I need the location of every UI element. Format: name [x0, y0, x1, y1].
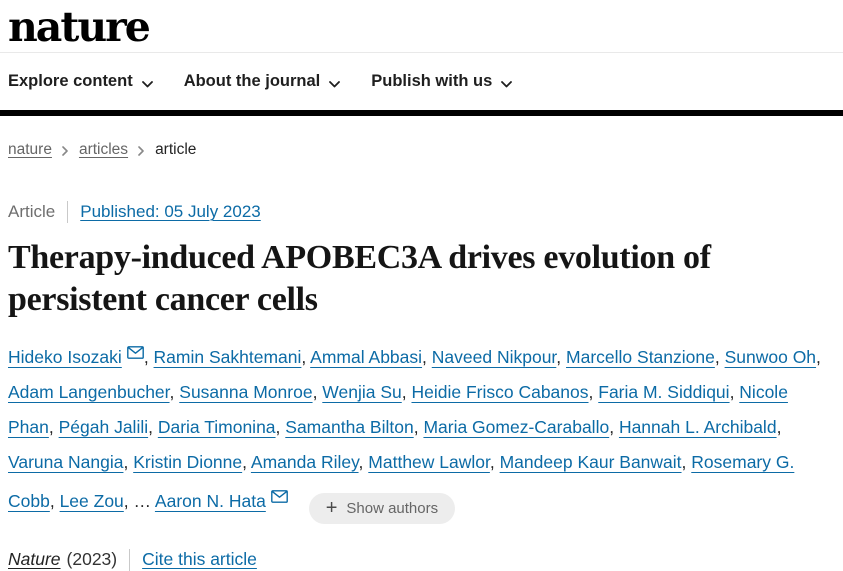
author-separator: ,: [49, 491, 60, 511]
author-link[interactable]: Varuna Nangia: [8, 452, 124, 472]
logo-row: [0, 0, 843, 53]
author-link[interactable]: Wenjia Su: [322, 382, 402, 402]
author-item: [179, 382, 322, 402]
citation-row: [8, 549, 835, 571]
chevron-right-icon: [62, 146, 69, 156]
author-separator: ,: [242, 452, 251, 472]
author-separator: ,: [816, 347, 821, 367]
author-link[interactable]: Heidie Frisco Cabanos: [411, 382, 589, 402]
published-date-link[interactable]: Published: 05 July 2023: [80, 202, 261, 221]
author-separator: ,: [729, 382, 740, 402]
page-title: Therapy-induced APOBEC3A drives evolution of persistent cancer cells: [8, 239, 711, 318]
author-link[interactable]: Mandeep Kaur Banwait: [499, 452, 682, 472]
author-item: [285, 417, 423, 437]
nature-logo[interactable]: nature: [8, 2, 149, 51]
author-separator: ,: [358, 452, 369, 472]
author-link[interactable]: Susanna Monroe: [179, 382, 313, 402]
author-item: [322, 382, 411, 402]
author-link[interactable]: Samantha Bilton: [285, 417, 414, 437]
site-header: [0, 0, 843, 116]
author-separator: ,: [123, 452, 134, 472]
author-link[interactable]: Aaron N. Hata: [154, 491, 266, 511]
author-link[interactable]: Nicole Phan: [8, 382, 788, 437]
author-item: [725, 347, 821, 367]
author-separator: ,: [148, 417, 158, 437]
author-item: [133, 452, 251, 472]
author-separator: ,: [48, 417, 59, 437]
author-link[interactable]: Daria Timonina: [157, 417, 276, 437]
author-separator: ,: [422, 347, 432, 367]
author-item: [619, 417, 782, 437]
author-link[interactable]: Adam Langenbucher: [8, 382, 170, 402]
nav-menu-item[interactable]: [8, 72, 153, 91]
author-separator: ,: [776, 417, 782, 437]
article-main: [0, 201, 843, 571]
author-item: [59, 417, 158, 437]
article-meta-row: [8, 201, 835, 223]
author-link[interactable]: Kristin Dionne: [133, 452, 243, 472]
author-separator: ,: [275, 417, 286, 437]
author-separator: ,: [489, 452, 500, 472]
author-link[interactable]: Rosemary G. Cobb: [8, 452, 795, 511]
author-item: [8, 347, 154, 367]
author-link[interactable]: Pégah Jalili: [58, 417, 149, 437]
breadcrumb: [8, 141, 835, 159]
journal-link[interactable]: Nature: [8, 549, 61, 569]
author-item: [8, 452, 133, 472]
nav-menu-item-label: Explore content: [8, 72, 133, 90]
nav-menu-item[interactable]: [371, 72, 512, 91]
chevron-down-icon: [501, 78, 512, 88]
author-separator: ,: [301, 347, 311, 367]
chevron-down-icon: [142, 78, 153, 88]
author-separator: ,: [169, 382, 180, 402]
author-separator: ,: [556, 347, 567, 367]
chevron-right-icon: [138, 146, 145, 156]
author-separator: ,: [401, 382, 412, 402]
author-link[interactable]: Amanda Riley: [250, 452, 359, 472]
author-item: [432, 347, 566, 367]
author-item: [500, 452, 692, 472]
author-item: [8, 382, 179, 402]
show-authors-button[interactable]: [309, 493, 455, 524]
vertical-divider: [129, 549, 130, 571]
author-link[interactable]: Ramin Sakhtemani: [153, 347, 302, 367]
author-link[interactable]: Naveed Nikpour: [431, 347, 557, 367]
author-item: [368, 452, 499, 472]
author-separator: ,: [143, 347, 154, 367]
cite-this-article-link[interactable]: Cite this article: [142, 549, 257, 569]
article-type-label: Article: [8, 202, 56, 221]
envelope-icon[interactable]: [127, 343, 144, 363]
author-separator: ,: [681, 452, 692, 472]
author-separator: , …: [123, 491, 155, 511]
author-item: [154, 347, 311, 367]
nav-menu-item[interactable]: [184, 72, 341, 91]
author-item: [598, 382, 739, 402]
author-link[interactable]: Faria M. Siddiqui: [598, 382, 730, 402]
author-link[interactable]: Sunwoo Oh: [724, 347, 817, 367]
nav-menu-item-label: Publish with us: [371, 72, 493, 90]
author-item: [310, 347, 432, 367]
journal-year: (2023): [66, 549, 118, 569]
author-item: [60, 491, 155, 511]
breadcrumb-link-nature[interactable]: nature: [8, 141, 52, 158]
author-separator: ,: [609, 417, 619, 437]
breadcrumb-current: article: [155, 141, 197, 158]
nav-menu-item-label: About the journal: [183, 72, 321, 90]
author-list: [8, 336, 835, 524]
author-link[interactable]: Marcello Stanzione: [566, 347, 715, 367]
author-item: [158, 417, 285, 437]
author-link[interactable]: Hannah L. Archibald: [618, 417, 777, 437]
author-link[interactable]: Hideko Isozaki: [8, 347, 122, 367]
author-link[interactable]: Matthew Lawlor: [368, 452, 490, 472]
main-nav: [0, 53, 843, 116]
author-link[interactable]: Lee Zou: [59, 491, 124, 511]
author-link[interactable]: Maria Gomez-Caraballo: [423, 417, 610, 437]
author-link[interactable]: Ammal Abbasi: [310, 347, 423, 367]
author-separator: ,: [588, 382, 599, 402]
author-item: [423, 417, 619, 437]
author-item: [566, 347, 725, 367]
envelope-icon[interactable]: [271, 487, 288, 507]
plus-icon: +: [325, 497, 338, 519]
breadcrumb-link-articles[interactable]: articles: [78, 141, 129, 158]
author-separator: ,: [714, 347, 725, 367]
author-separator: ,: [413, 417, 424, 437]
author-item: [251, 452, 368, 472]
vertical-divider: [67, 201, 68, 223]
author-item: [155, 491, 288, 511]
author-item: [411, 382, 598, 402]
show-authors-label: Show authors: [346, 499, 439, 517]
author-separator: ,: [312, 382, 323, 402]
chevron-down-icon: [329, 78, 340, 88]
